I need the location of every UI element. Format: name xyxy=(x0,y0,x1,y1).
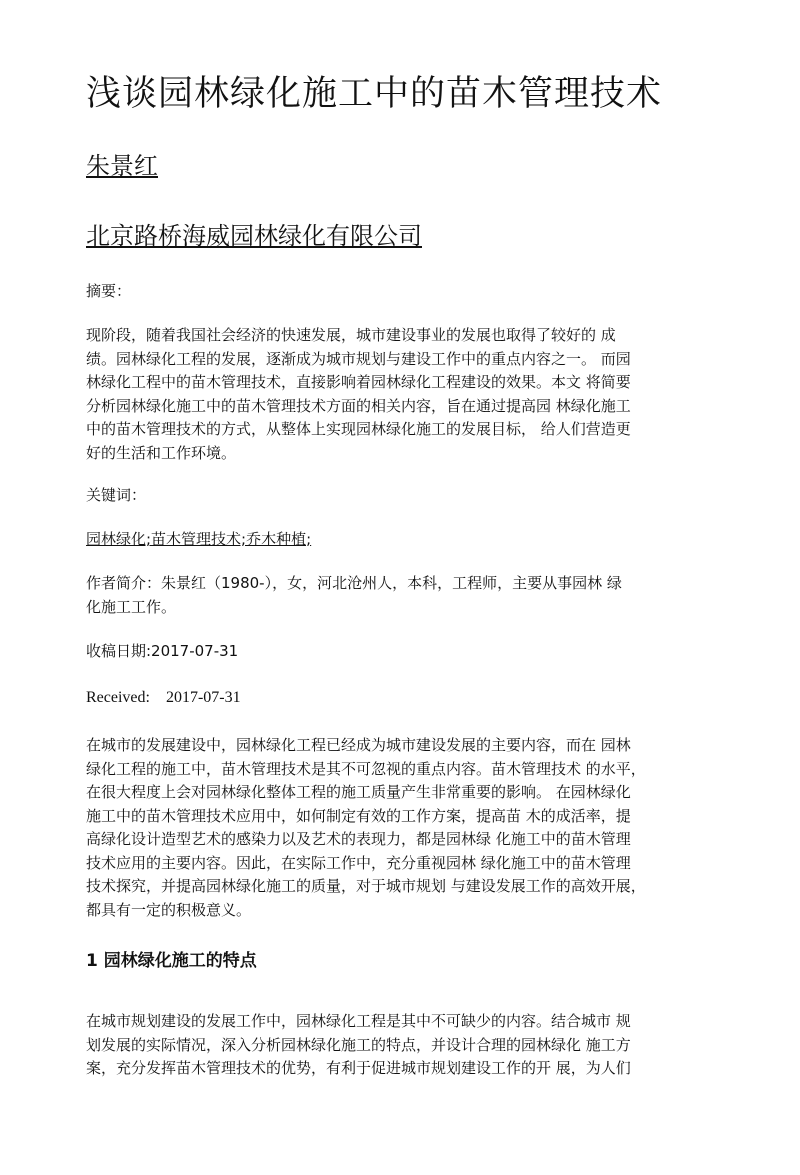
section1-line: 划发展的实际情况，深入分析园林绿化施工的特点，并设计合理的园林绿化 施工方 xyxy=(86,1035,631,1054)
intro-line: 绿化工程的施工中，苗木管理技术是其不可忽视的重点内容。苗木管理技术 的水平， xyxy=(86,759,646,778)
abstract-label: 摘要： xyxy=(86,282,132,300)
keywords-label: 关键词： xyxy=(86,486,147,504)
section-heading: 1 园林绿化施工的特点 xyxy=(86,951,257,971)
abstract-line: 好的生活和工作环境。 xyxy=(86,443,237,462)
author-name: 朱景红 xyxy=(86,152,158,180)
abstract-line: 绩。园林绿化工程的发展，逐渐成为城市规划与建设工作中的重点内容之一。 而园 xyxy=(86,349,631,368)
author-intro xyxy=(86,572,726,619)
section1-line: 案，充分发挥苗木管理技术的优势，有利于促进城市规划建设工作的开 展，为人们 xyxy=(86,1059,631,1077)
abstract-line: 林绿化工程中的苗木管理技术，直接影响着园林绿化工程建设的效果。本文 将简要 xyxy=(86,373,631,391)
section1-paragraph xyxy=(86,1010,726,1081)
intro-line: 都具有一定的积极意义。 xyxy=(86,900,252,919)
intro-line: 高绿化设计造型艺术的感染力以及艺术的表现力，都是园林绿 化施工中的苗木管理 xyxy=(86,830,631,848)
received-date-en xyxy=(86,686,726,710)
author-intro-line: 化施工工作。 xyxy=(86,597,177,616)
intro-paragraph xyxy=(86,734,726,922)
received-date-cn: 收稿日期:2017-07-31 xyxy=(86,642,239,660)
abstract-line: 分析园林绿化施工中的苗木管理技术方面的相关内容，旨在通过提高园 林绿化施工 xyxy=(86,396,631,415)
section1-line: 在城市规划建设的发展工作中，园林绿化工程是其中不可缺少的内容。结合城市 规 xyxy=(86,1012,631,1030)
received-date: 2017-07-31 xyxy=(165,689,241,706)
intro-line: 技术探究，并提高园林绿化施工的质量，对于城市规划 与建设发展工作的高效开展， xyxy=(86,877,646,895)
intro-line: 在很大程度上会对园林绿化整体工程的施工质量产生非常重要的影响。 在园林绿化 xyxy=(86,783,631,801)
intro-line: 施工中的苗木管理技术应用中，如何制定有效的工作方案，提高苗 木的成活率，提 xyxy=(86,806,631,825)
keywords-list: 园林绿化;苗木管理技术;乔木种植; xyxy=(86,530,312,548)
intro-line: 在城市的发展建设中，园林绿化工程已经成为城市建设发展的主要内容，而在 园林 xyxy=(86,736,631,754)
author-organization: 北京路桥海威园林绿化有限公司 xyxy=(86,222,422,250)
abstract-line: 中的苗木管理技术的方式，从整体上实现园林绿化施工的发展目标， 给人们营造更 xyxy=(86,420,631,438)
intro-line: 技术应用的主要内容。因此，在实际工作中，充分重视园林 绿化施工中的苗木管理 xyxy=(86,853,631,872)
received-label: Received: xyxy=(86,689,150,706)
abstract-text xyxy=(86,324,726,465)
author-intro-line: 作者简介：朱景红（1980-），女，河北沧州人，本科，工程师，主要从事园林 绿 xyxy=(86,574,622,592)
abstract-line: 现阶段，随着我国社会经济的快速发展，城市建设事业的发展也取得了较好的 成 xyxy=(86,326,616,344)
document-title: 浅谈园林绿化施工中的苗木管理技术 xyxy=(86,74,663,114)
